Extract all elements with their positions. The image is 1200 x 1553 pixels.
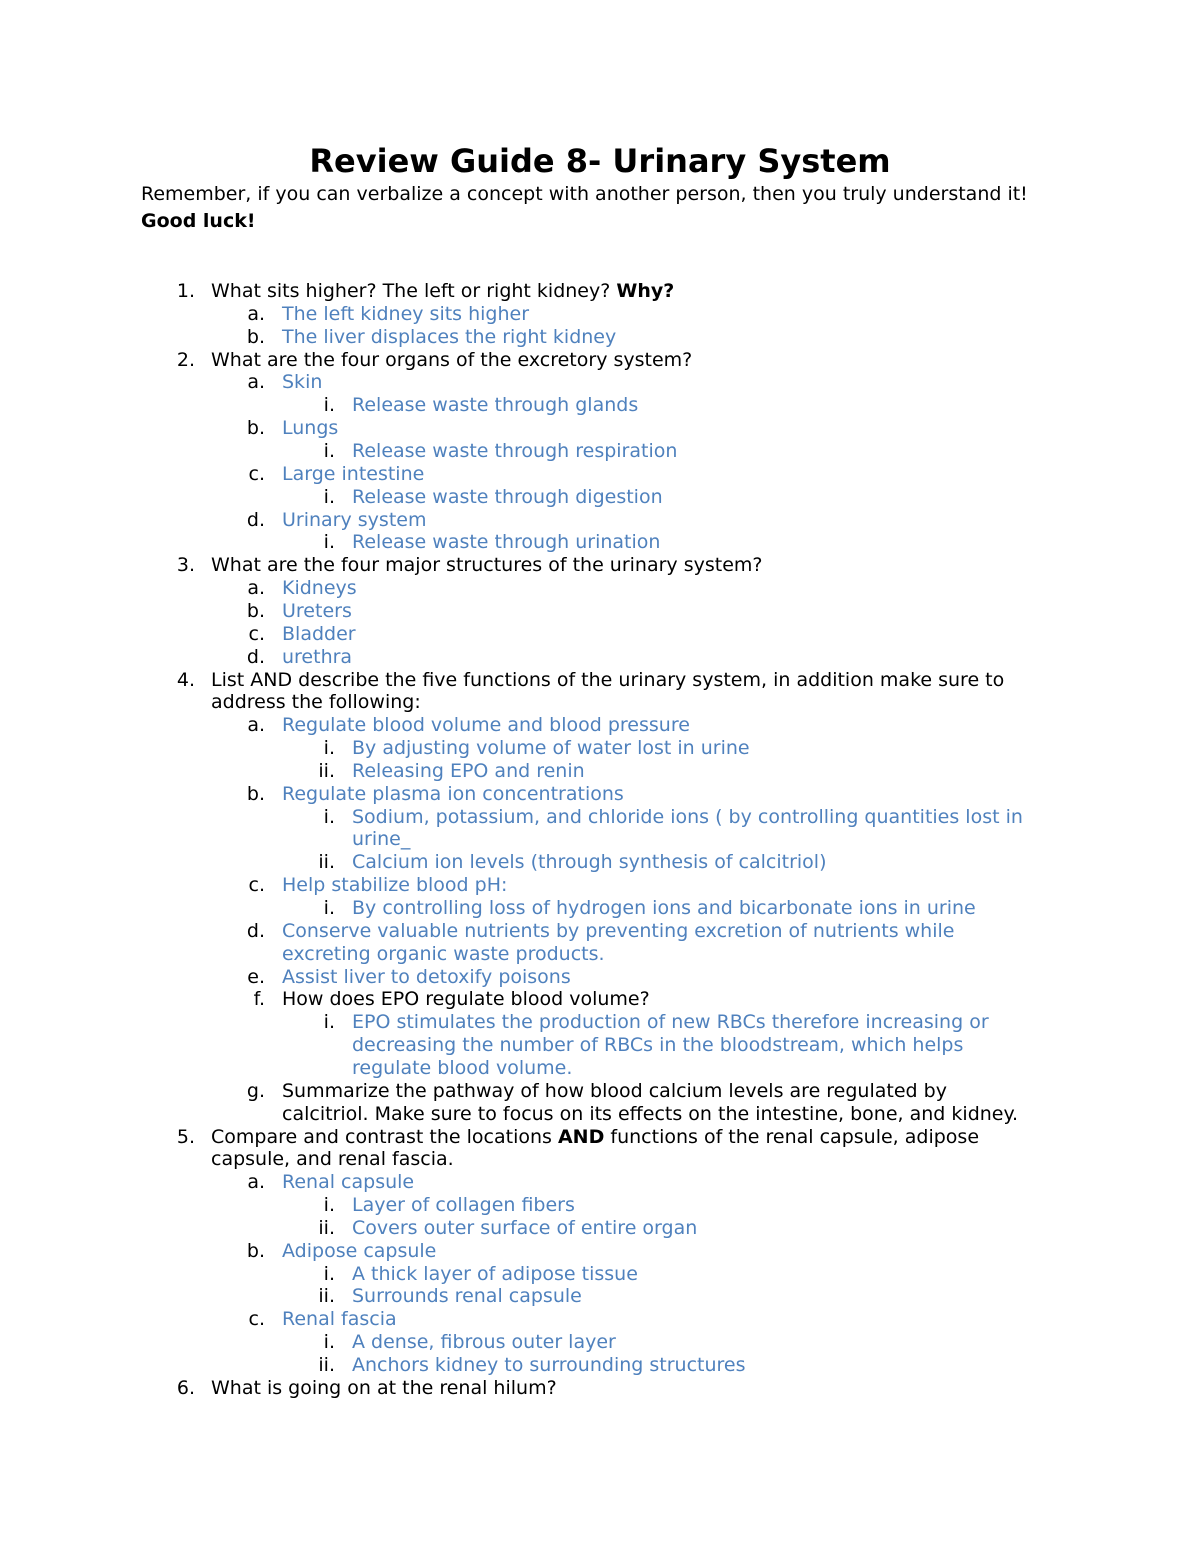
list-text — [282, 417, 338, 440]
list-text — [352, 828, 410, 851]
text-run: Renal capsule — [282, 1171, 415, 1194]
text-run: EPO stimulates the production of new RBCs therefore increasing or — [352, 1011, 989, 1034]
text-run: Skin — [282, 371, 323, 394]
text-run: Kidneys — [282, 577, 357, 599]
list-text — [211, 1377, 557, 1400]
list-text — [352, 897, 976, 920]
text-run: Regulate blood volume and blood pressure — [282, 714, 690, 737]
list-marker: i. — [323, 1011, 335, 1034]
list-text — [352, 531, 660, 554]
text-run: Layer of collagen fibers — [352, 1194, 575, 1216]
list-text — [282, 1103, 1018, 1126]
text-run: Summarize the pathway of how blood calcium levels are regulated by — [282, 1079, 947, 1102]
text-run: Releasing EPO and renin — [352, 759, 585, 782]
text-run: regulate blood volume. — [352, 1056, 573, 1079]
list-text — [282, 600, 352, 623]
text-run: How does EPO regulate blood volume? — [282, 988, 650, 1011]
text-run: Ureters — [282, 599, 352, 622]
text-run: Conserve valuable nutrients by preventing excretion of nutrients while — [282, 919, 955, 942]
text-run: Assist liver to detoxify poisons — [282, 965, 571, 988]
list-text — [282, 509, 426, 532]
text-run: urethra — [282, 645, 353, 668]
list-marker: ii. — [318, 851, 335, 874]
list-marker: a. — [247, 1171, 265, 1194]
list-marker: a. — [247, 302, 265, 325]
text-run: A thick layer of adipose tissue — [352, 1262, 638, 1285]
list-marker: c. — [248, 462, 265, 485]
list-text — [352, 851, 827, 874]
list-text — [352, 1057, 572, 1080]
list-marker: a. — [247, 371, 265, 394]
list-marker: 1. — [176, 280, 195, 302]
list-marker: d. — [246, 508, 265, 531]
list-text — [282, 463, 424, 486]
list-text — [352, 1034, 963, 1057]
text-run: Large intestine — [282, 462, 425, 485]
list-marker: i. — [323, 737, 335, 759]
list-marker: a. — [247, 714, 265, 737]
list-text — [282, 1308, 397, 1331]
text-run: urine_ — [352, 828, 411, 851]
list-text — [352, 486, 663, 509]
text-run: A dense, fibrous outer layer — [352, 1331, 616, 1354]
list-text — [352, 1011, 989, 1034]
list-text — [282, 943, 605, 966]
list-text — [282, 988, 650, 1011]
list-text — [282, 966, 571, 989]
text-run: Calcium ion levels (through synthesis of calcitriol) — [352, 851, 827, 874]
list-text — [282, 783, 624, 806]
text-run: Release waste through respiration — [352, 440, 678, 462]
good-luck-text: Good luck! — [141, 210, 256, 232]
list-marker: c. — [248, 874, 265, 897]
text-run: Surrounds renal capsule — [352, 1285, 582, 1308]
text-run: Sodium, potassium, and chloride ions ( by controlling quantities lost in — [352, 805, 1023, 828]
text-run: The left kidney sits higher — [282, 302, 530, 325]
list-text — [211, 691, 421, 714]
text-run: What are the four major structures of the urinary system? — [211, 554, 763, 577]
list-text — [352, 440, 677, 463]
list-text — [352, 760, 585, 783]
list-marker: i. — [323, 440, 335, 462]
list-text — [352, 1194, 575, 1217]
intro-text: Remember, if you can verbalize a concept with another person, then you truly understand it! — [141, 183, 1028, 205]
text-run: Anchors kidney to surrounding structures — [352, 1354, 746, 1376]
list-marker: i. — [323, 1262, 335, 1285]
text-run: decreasing the number of RBCs in the bloodstream, which helps — [352, 1034, 964, 1057]
list-text — [352, 394, 638, 417]
list-marker: b. — [246, 782, 265, 805]
list-marker: 6. — [176, 1376, 195, 1399]
list-marker: b. — [246, 417, 265, 440]
list-marker: i. — [323, 394, 335, 417]
list-marker: g. — [246, 1079, 265, 1102]
list-text — [352, 737, 750, 760]
list-marker: d. — [246, 919, 265, 942]
list-marker: c. — [248, 1308, 265, 1331]
text-run: What is going on at the renal hilum? — [211, 1376, 557, 1399]
text-run: address the following: — [211, 691, 421, 714]
bold-text: Why? — [616, 280, 675, 302]
list-text — [282, 623, 356, 646]
list-text — [352, 1285, 582, 1308]
list-text — [352, 1354, 746, 1377]
text-run: functions of the renal capsule, adipose — [604, 1125, 980, 1148]
page-title: Review Guide 8- Urinary System — [309, 142, 891, 180]
list-text — [352, 1263, 638, 1286]
list-marker: ii. — [318, 1354, 335, 1376]
text-run: Help stabilize blood pH: — [282, 874, 508, 897]
list-text — [282, 1171, 414, 1194]
list-marker: i. — [323, 805, 335, 828]
list-text — [211, 1148, 454, 1171]
list-marker: a. — [247, 577, 265, 599]
text-run: Covers outer surface of entire organ — [352, 1216, 698, 1239]
list-text — [352, 806, 1023, 829]
text-run: List AND describe the five functions of the urinary system, in addition make sure to — [211, 668, 1005, 691]
list-marker: b. — [246, 599, 265, 622]
text-run: excreting organic waste products. — [282, 942, 605, 965]
text-run: Lungs — [282, 417, 339, 440]
list-marker: c. — [248, 622, 265, 645]
bold-text: AND — [557, 1125, 605, 1148]
text-run: Release waste through glands — [352, 394, 639, 417]
list-text — [352, 1217, 697, 1240]
text-run: What sits higher? The left or right kidney? — [211, 280, 617, 302]
list-text — [282, 1080, 947, 1103]
text-run: Compare and contrast the locations — [211, 1125, 558, 1148]
text-run: Release waste through urination — [352, 531, 661, 554]
list-text — [352, 1331, 616, 1354]
list-text — [282, 303, 529, 326]
text-run: What are the four organs of the excretory system? — [211, 348, 693, 371]
list-marker: 3. — [176, 554, 195, 577]
list-text — [282, 646, 352, 669]
text-run: Adipose capsule — [282, 1239, 437, 1262]
list-marker: ii. — [318, 1216, 335, 1239]
list-marker: e. — [247, 965, 265, 988]
list-marker: d. — [246, 645, 265, 668]
text-run: Release waste through digestion — [352, 485, 663, 508]
list-text — [211, 280, 674, 303]
text-run: calcitriol. Make sure to focus on its effects on the intestine, bone, and kidney. — [282, 1102, 1019, 1125]
list-marker: b. — [246, 325, 265, 348]
list-text — [211, 349, 692, 372]
list-text — [282, 920, 954, 943]
text-run: The liver displaces the right kidney — [282, 325, 617, 348]
list-marker: i. — [323, 531, 335, 554]
list-text — [282, 326, 616, 349]
list-marker: 2. — [176, 348, 195, 371]
text-run: By adjusting volume of water lost in urine — [352, 737, 750, 759]
list-text — [282, 371, 322, 394]
list-marker: ii. — [318, 759, 335, 782]
text-run: capsule, and renal fascia. — [211, 1148, 454, 1171]
list-marker: ii. — [318, 1285, 335, 1308]
list-marker: b. — [246, 1239, 265, 1262]
list-marker: i. — [323, 1331, 335, 1354]
list-text — [282, 577, 357, 600]
list-text — [282, 874, 507, 897]
text-run: By controlling loss of hydrogen ions and bicarbonate ions in urine — [352, 897, 976, 919]
list-text — [211, 554, 762, 577]
text-run: Renal fascia — [282, 1308, 397, 1331]
list-text — [282, 714, 690, 737]
list-marker: 4. — [176, 668, 195, 691]
text-run: Regulate plasma ion concentrations — [282, 782, 624, 805]
list-text — [211, 1126, 979, 1149]
text-run: Bladder — [282, 622, 356, 645]
list-marker: i. — [323, 897, 335, 919]
list-marker: i. — [323, 1194, 335, 1216]
list-marker: i. — [323, 485, 335, 508]
list-text — [211, 669, 1004, 692]
list-marker: f. — [253, 988, 265, 1011]
text-run: Urinary system — [282, 508, 427, 531]
list-text — [282, 1240, 436, 1263]
list-marker: 5. — [176, 1125, 195, 1148]
